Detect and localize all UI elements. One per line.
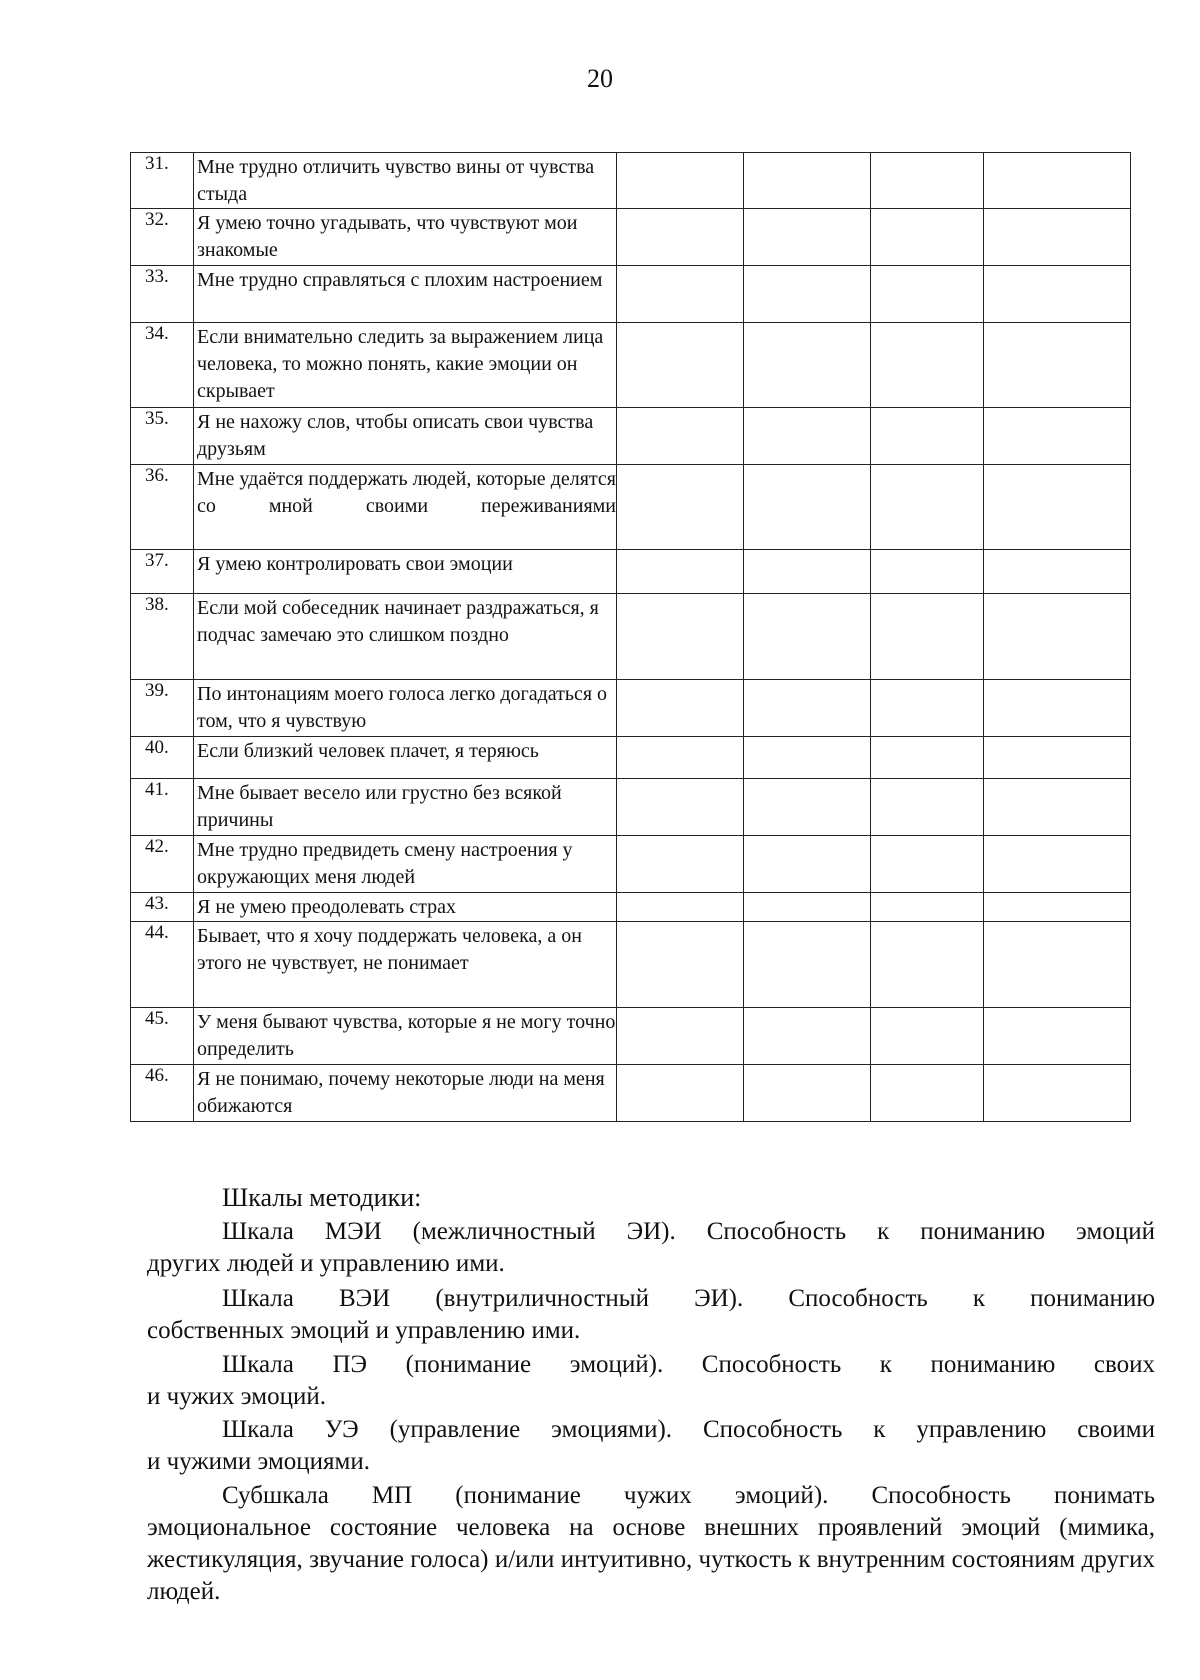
question-number: 38.: [131, 594, 194, 680]
question-number: 35.: [131, 408, 194, 465]
scale-paragraph: [147, 1283, 1155, 1347]
answer-cell[interactable]: [744, 1065, 871, 1122]
answer-cell[interactable]: [744, 408, 871, 465]
answer-cell[interactable]: [744, 153, 871, 209]
answer-cell[interactable]: [871, 922, 984, 1008]
answer-cell[interactable]: [744, 465, 871, 550]
question-text: По интонациям моего голоса легко догадаться о том, что я чувствую: [194, 680, 617, 737]
answer-cell[interactable]: [984, 323, 1131, 408]
scale-paragraph: [147, 1216, 1155, 1280]
scale-line: Шкала ПЭ (понимание эмоций). Способность к пониманию своих: [222, 1351, 1155, 1378]
scale-paragraph: [147, 1349, 1155, 1413]
question-text: Мне трудно предвидеть смену настроения у окружающих меня людей: [194, 836, 617, 893]
answer-cell[interactable]: [617, 779, 744, 836]
answer-cell[interactable]: [744, 893, 871, 922]
table-row: [131, 153, 1131, 209]
answer-cell[interactable]: [871, 779, 984, 836]
answer-cell[interactable]: [617, 550, 744, 594]
answer-cell[interactable]: [744, 779, 871, 836]
answer-cell[interactable]: [744, 266, 871, 323]
question-text: Я не умею преодолевать страх: [194, 893, 617, 922]
scale-line: Субшкала МП (понимание чужих эмоций). Способность понимать: [222, 1482, 1155, 1509]
answer-cell[interactable]: [617, 465, 744, 550]
question-text: Если близкий человек плачет, я теряюсь: [194, 737, 617, 779]
answer-cell[interactable]: [744, 209, 871, 266]
answer-cell[interactable]: [871, 323, 984, 408]
question-number: 31.: [131, 153, 194, 209]
answer-cell[interactable]: [984, 680, 1131, 737]
scale-line: собственных эмоций и управлению ими.: [147, 1317, 581, 1344]
answer-cell[interactable]: [617, 836, 744, 893]
question-number: 41.: [131, 779, 194, 836]
answer-cell[interactable]: [984, 550, 1131, 594]
answer-cell[interactable]: [984, 893, 1131, 922]
scale-line: эмоциональное состояние человека на основе внешних проявлений эмоций (мимика, жестикуляция, звучание голоса) и/или интуитивно, чуткость к внутренним состояниям других людей.: [147, 1514, 1155, 1605]
question-number: 46.: [131, 1065, 194, 1122]
answer-cell[interactable]: [984, 465, 1131, 550]
question-text: Если мой собеседник начинает раздражаться, я подчас замечаю это слишком поздно: [194, 594, 617, 680]
answer-cell[interactable]: [871, 1065, 984, 1122]
table-row: [131, 465, 1131, 550]
question-text: Мне бывает весело или грустно без всякой причины: [194, 779, 617, 836]
answer-cell[interactable]: [617, 680, 744, 737]
answer-cell[interactable]: [871, 209, 984, 266]
answer-cell[interactable]: [617, 153, 744, 209]
table-row: [131, 779, 1131, 836]
answer-cell[interactable]: [871, 153, 984, 209]
table-row: [131, 408, 1131, 465]
answer-cell[interactable]: [617, 209, 744, 266]
answer-cell[interactable]: [617, 266, 744, 323]
question-number: 43.: [131, 893, 194, 922]
question-number: 32.: [131, 209, 194, 266]
scale-paragraph: [147, 1414, 1155, 1478]
table-row: [131, 1065, 1131, 1122]
table-row: [131, 266, 1131, 323]
answer-cell[interactable]: [984, 1065, 1131, 1122]
question-text: Я не нахожу слов, чтобы описать свои чувства друзьям: [194, 408, 617, 465]
answer-cell[interactable]: [871, 836, 984, 893]
answer-cell[interactable]: [617, 594, 744, 680]
answer-cell[interactable]: [744, 1008, 871, 1065]
scale-line: Шкала ВЭИ (внутриличностный ЭИ). Способность к пониманию: [222, 1285, 1155, 1312]
answer-cell[interactable]: [871, 1008, 984, 1065]
answer-cell[interactable]: [617, 1065, 744, 1122]
table-row: [131, 893, 1131, 922]
question-text: Бывает, что я хочу поддержать человека, а он этого не чувствует, не понимает: [194, 922, 617, 1008]
answer-cell[interactable]: [617, 893, 744, 922]
scale-line: и чужими эмоциями.: [147, 1448, 371, 1475]
question-number: 40.: [131, 737, 194, 779]
question-text: Если внимательно следить за выражением лица человека, то можно понять, какие эмоции он скрывает: [194, 323, 617, 408]
question-number: 37.: [131, 550, 194, 594]
scale-line: Шкала МЭИ (межличностный ЭИ). Способность к пониманию эмоций: [222, 1218, 1155, 1245]
table-row: [131, 922, 1131, 1008]
question-text: Мне трудно справляться с плохим настроением: [194, 266, 617, 323]
answer-cell[interactable]: [984, 408, 1131, 465]
question-text: Я не понимаю, почему некоторые люди на меня обижаются: [194, 1065, 617, 1122]
answer-cell[interactable]: [744, 737, 871, 779]
question-text: Я умею точно угадывать, что чувствуют мои знакомые: [194, 209, 617, 266]
answer-cell[interactable]: [744, 836, 871, 893]
question-text: Мне трудно отличить чувство вины от чувства стыда: [194, 153, 617, 209]
answer-cell[interactable]: [617, 737, 744, 779]
answer-cell[interactable]: [871, 408, 984, 465]
answer-cell[interactable]: [871, 266, 984, 323]
answer-cell[interactable]: [744, 594, 871, 680]
table-row: [131, 550, 1131, 594]
question-number: 45.: [131, 1008, 194, 1065]
question-number: 44.: [131, 922, 194, 1008]
answer-cell[interactable]: [744, 680, 871, 737]
questionnaire-table: [130, 152, 1131, 1122]
scale-line: других людей и управлению ими.: [147, 1250, 505, 1277]
answer-cell[interactable]: [617, 323, 744, 408]
table-row: [131, 209, 1131, 266]
scale-line: и чужих эмоций.: [147, 1383, 326, 1410]
answer-cell[interactable]: [744, 922, 871, 1008]
question-text: Мне удаётся поддержать людей, которые делятся со мной своими переживаниями: [194, 465, 617, 550]
answer-cell[interactable]: [744, 550, 871, 594]
question-text: Я умею контролировать свои эмоции: [194, 550, 617, 594]
answer-cell[interactable]: [984, 266, 1131, 323]
answer-cell[interactable]: [871, 893, 984, 922]
answer-cell[interactable]: [984, 153, 1131, 209]
table-row: [131, 323, 1131, 408]
scales-caption: Шкалы методики:: [222, 1183, 422, 1212]
answer-cell[interactable]: [984, 922, 1131, 1008]
question-number: 39.: [131, 680, 194, 737]
answer-cell[interactable]: [617, 408, 744, 465]
scale-paragraph: [147, 1480, 1155, 1608]
answer-cell[interactable]: [871, 680, 984, 737]
answer-cell[interactable]: [744, 323, 871, 408]
scale-line: Шкала УЭ (управление эмоциями). Способность к управлению своими: [222, 1416, 1155, 1443]
table-row: [131, 836, 1131, 893]
page-number: 20: [587, 64, 613, 93]
answer-cell[interactable]: [871, 550, 984, 594]
answer-cell[interactable]: [871, 737, 984, 779]
question-number: 34.: [131, 323, 194, 408]
answer-cell[interactable]: [984, 779, 1131, 836]
table-row: [131, 594, 1131, 680]
answer-cell[interactable]: [871, 594, 984, 680]
table-row: [131, 737, 1131, 779]
question-number: 33.: [131, 266, 194, 323]
answer-cell[interactable]: [984, 1008, 1131, 1065]
answer-cell[interactable]: [984, 209, 1131, 266]
table-row: [131, 680, 1131, 737]
answer-cell[interactable]: [984, 737, 1131, 779]
answer-cell[interactable]: [984, 836, 1131, 893]
answer-cell[interactable]: [617, 922, 744, 1008]
answer-cell[interactable]: [871, 465, 984, 550]
question-text: У меня бывают чувства, которые я не могу точно определить: [194, 1008, 617, 1065]
question-number: 36.: [131, 465, 194, 550]
answer-cell[interactable]: [984, 594, 1131, 680]
question-number: 42.: [131, 836, 194, 893]
table-row: [131, 1008, 1131, 1065]
answer-cell[interactable]: [617, 1008, 744, 1065]
